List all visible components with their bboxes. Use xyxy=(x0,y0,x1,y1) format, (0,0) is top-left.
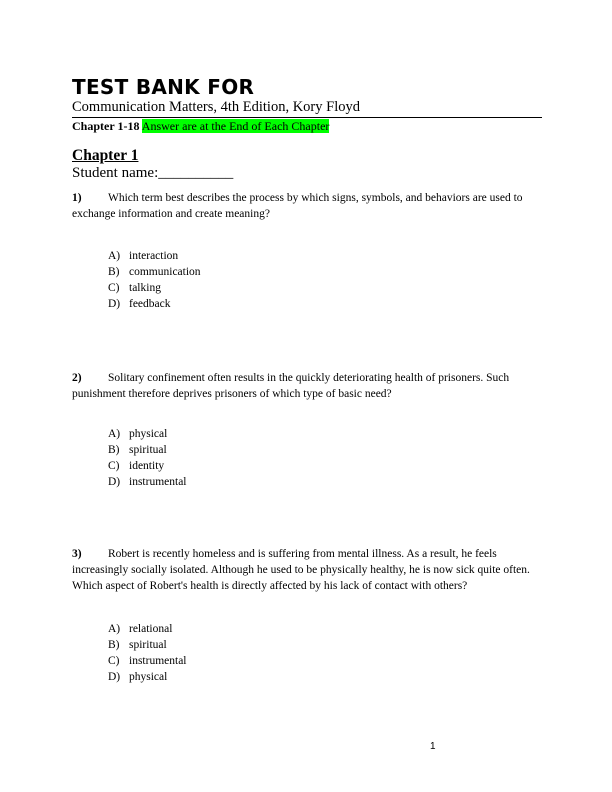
option-c: C) instrumental xyxy=(108,655,187,667)
chapter-heading: Chapter 1 xyxy=(72,147,139,164)
question-2 xyxy=(72,370,537,402)
question-1-options xyxy=(108,248,201,312)
option-a: A) interaction xyxy=(108,250,179,262)
option-d: D) physical xyxy=(108,671,168,683)
question-text: Solitary confinement often results in the quickly deteriorating health of prisoners. Such punishment therefore deprives prisoners of which type of basic need? xyxy=(72,372,510,400)
question-1 xyxy=(72,190,537,222)
option-b: B) spiritual xyxy=(108,639,167,651)
question-number: 1) xyxy=(72,192,82,204)
option-a: A) relational xyxy=(108,623,173,635)
question-3-options xyxy=(108,621,187,685)
option-c: C) identity xyxy=(108,460,165,472)
option-b: B) spiritual xyxy=(108,444,167,456)
question-number: 2) xyxy=(72,372,82,384)
question-2-options xyxy=(108,426,187,490)
option-d: D) feedback xyxy=(108,298,171,310)
document-subtitle: Communication Matters, 4th Edition, Kory Floyd xyxy=(72,99,542,118)
question-3 xyxy=(72,546,537,594)
option-b: B) communication xyxy=(108,266,201,278)
page-number: 1 xyxy=(430,741,436,752)
option-c: C) talking xyxy=(108,282,161,294)
document-title: TEST BANK FOR xyxy=(72,75,255,99)
answer-note-highlight: Answer are at the End of Each Chapter xyxy=(141,119,330,133)
student-name-field: Student name:__________ xyxy=(72,165,234,181)
option-d: D) instrumental xyxy=(108,476,187,488)
option-a: A) physical xyxy=(108,428,168,440)
chapter-range-line xyxy=(72,119,329,133)
question-text: Which term best describes the process by which signs, symbols, and behaviors are used to exchange information and create meaning? xyxy=(72,192,523,220)
question-text: Robert is recently homeless and is suffering from mental illness. As a result, he feels increasingly socially isolated. Although he used to be physically healthy, he is now sick quite often. Which aspect of Robert's health is directly affected by his lack of contact with others? xyxy=(72,548,530,592)
chapter-range: Chapter 1-18 xyxy=(72,119,140,133)
question-number: 3) xyxy=(72,548,82,560)
